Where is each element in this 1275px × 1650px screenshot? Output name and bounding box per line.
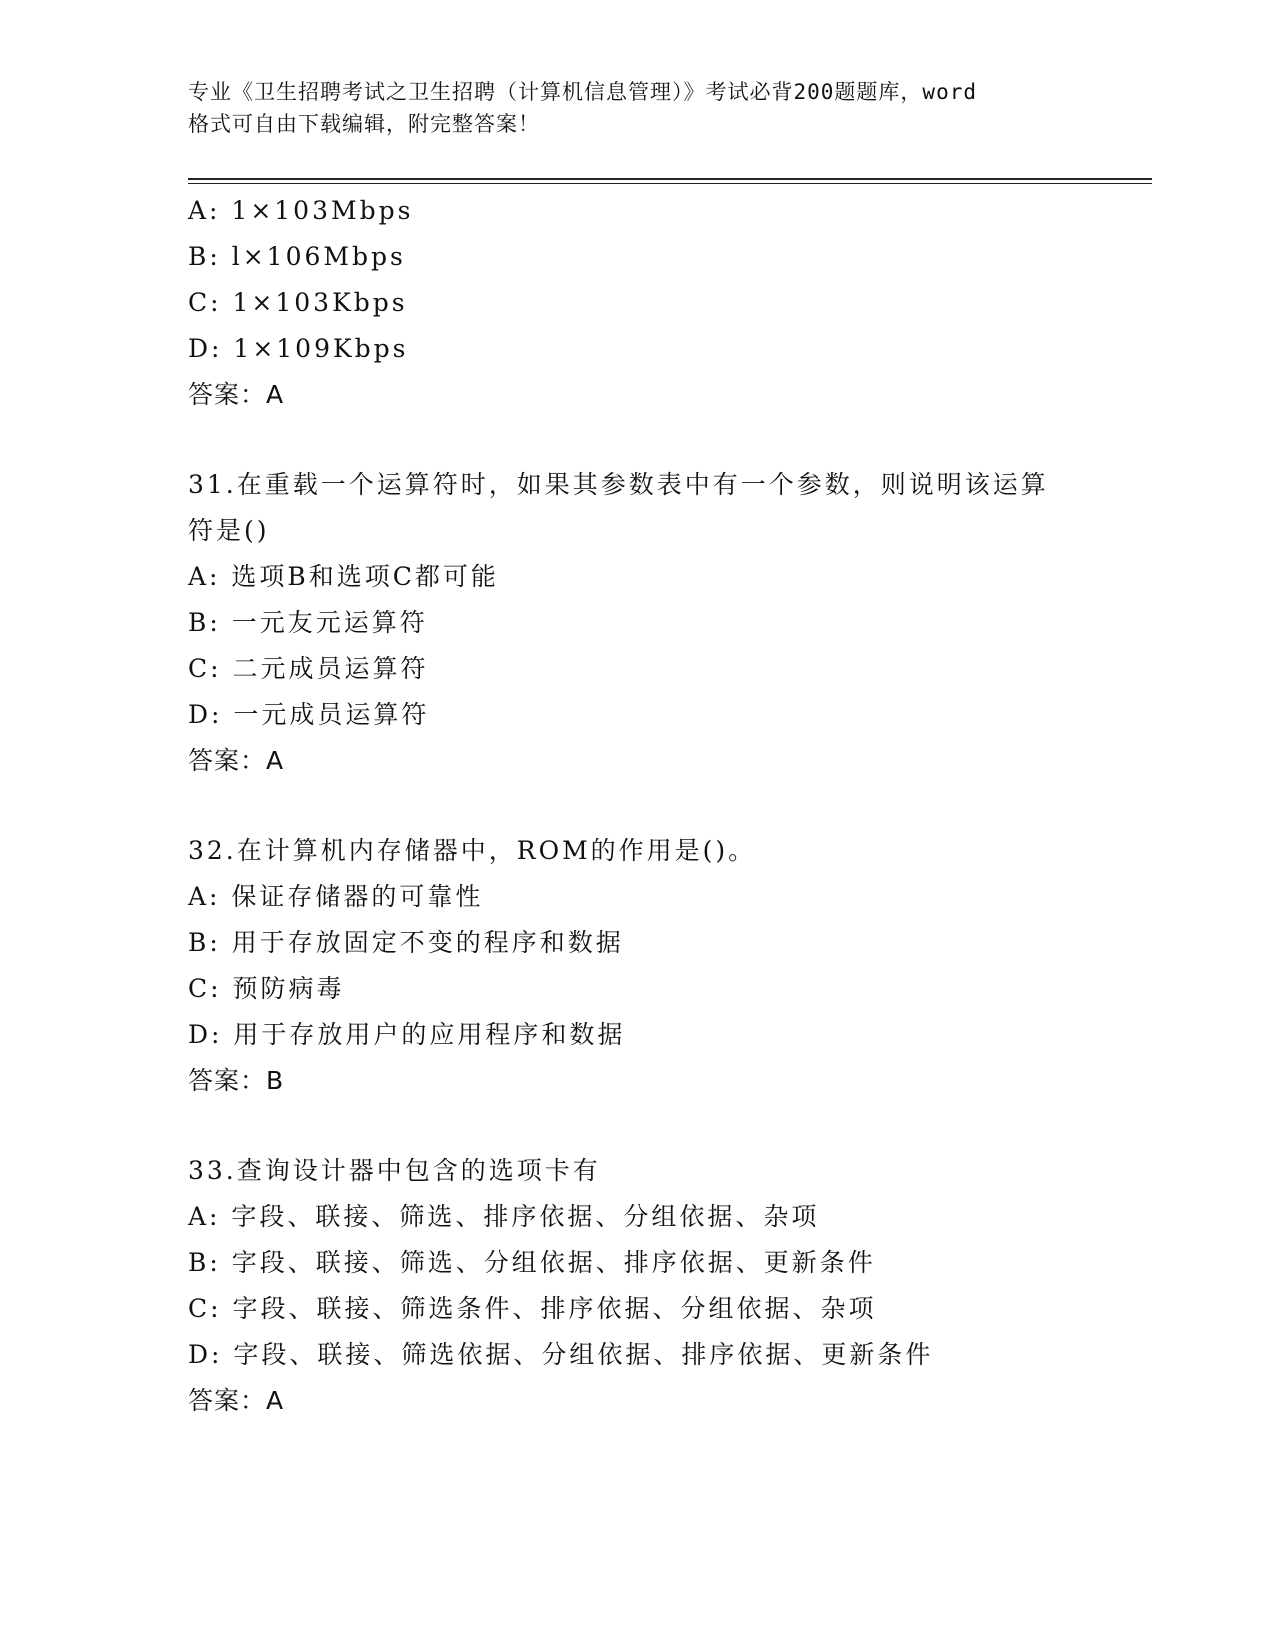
option-d: D: 一元成员运算符 (188, 700, 430, 729)
option-a: A: 1×103Mbps (188, 196, 414, 225)
option-a: A: 保证存储器的可靠性 (188, 882, 484, 911)
answer-line: 答案：A (188, 1386, 285, 1415)
answer-line: 答案：B (188, 1066, 285, 1095)
option-b: B: 一元友元运算符 (188, 608, 428, 637)
header-divider-thick (188, 178, 1152, 180)
question-stem: 31.在重载一个运算符时，如果其参数表中有一个参数，则说明该运算 (188, 470, 1049, 499)
answer-line: 答案：A (188, 380, 285, 409)
answer-line: 答案：A (188, 746, 285, 775)
question-stem-continued: 符是() (188, 516, 270, 545)
question-stem: 33.查询设计器中包含的选项卡有 (188, 1156, 601, 1185)
question-block-31 (188, 462, 1088, 784)
option-d: D: 用于存放用户的应用程序和数据 (188, 1020, 626, 1049)
question-stem: 32.在计算机内存储器中，ROM的作用是()。 (188, 836, 757, 865)
option-b: B: 用于存放固定不变的程序和数据 (188, 928, 624, 957)
option-b: B: l×106Mbps (188, 242, 406, 271)
question-block-33 (188, 1148, 1088, 1424)
option-a: A: 字段、联接、筛选、排序依据、分组依据、杂项 (188, 1202, 820, 1231)
spacer (188, 784, 1088, 828)
option-c: C: 1×103Kbps (188, 288, 408, 317)
option-b: B: 字段、联接、筛选、分组依据、排序依据、更新条件 (188, 1248, 876, 1277)
option-c: C: 预防病毒 (188, 974, 345, 1003)
header-line-1: 专业《卫生招聘考试之卫生招聘（计算机信息管理）》考试必背200题题库，word (188, 80, 977, 104)
spacer (188, 1104, 1088, 1148)
option-a: A: 选项B和选项C都可能 (188, 562, 499, 591)
option-c: C: 字段、联接、筛选条件、排序依据、分组依据、杂项 (188, 1294, 877, 1323)
option-d: D: 1×109Kbps (188, 334, 409, 363)
option-c: C: 二元成员运算符 (188, 654, 429, 683)
spacer (188, 418, 1088, 462)
header-divider-thin (188, 183, 1152, 184)
document-header (188, 76, 1088, 140)
question-block-32 (188, 828, 1088, 1104)
question-block-30 (188, 188, 1088, 418)
document-body (188, 188, 1088, 1424)
option-d: D: 字段、联接、筛选依据、分组依据、排序依据、更新条件 (188, 1340, 934, 1369)
header-line-2: 格式可自由下载编辑，附完整答案！ (188, 112, 540, 136)
